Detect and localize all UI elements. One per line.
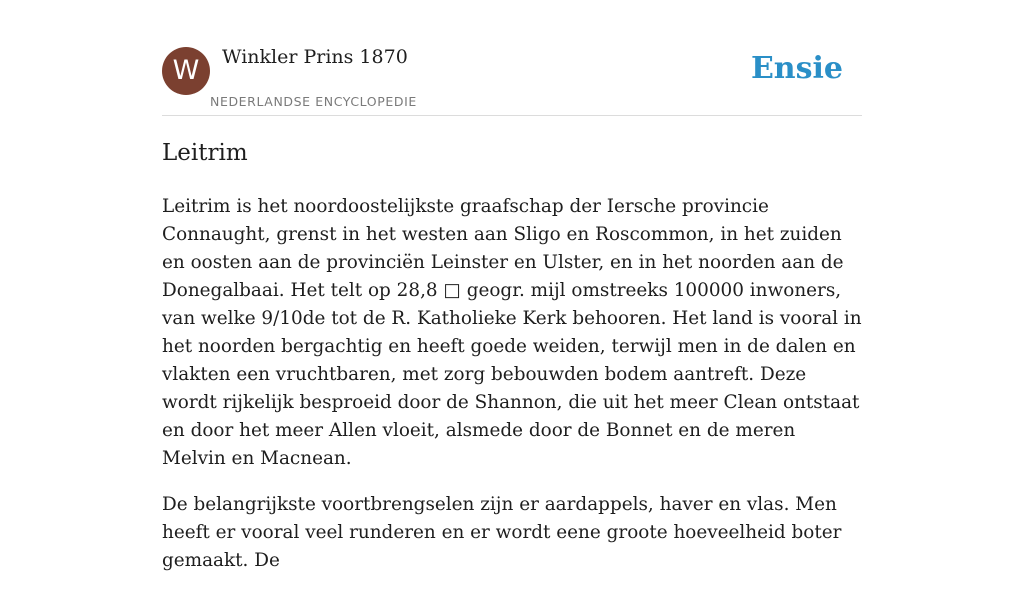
article-title: Leitrim [162,140,248,166]
page [162,0,862,571]
article-paragraph: Leitrim is het noordoostelijkste graafschap der Iersche provincie Connaught, grenst in het westen aan Sligo en Roscommon, in het zuiden en oosten aan de provinciën Leinster en Ulster, en in het noorden aan de Donegalbaai. Het telt op 28,8 □ geogr. mijl omstreeks 100000 inwoners, van welke 9/10de tot de R. Katholieke Kerk behooren. Het land is vooral in het noorden bergachtig en heeft goede weiden, terwijl men in de dalen en vlakten een vruchtbaren, met zorg bebouwden bodem aantreft. Deze wordt rijkelijk besproeid door de Shannon, die uit het meer Clean ontstaat en door het meer Allen vloeit, alsmede door de Bonnet en de meren Melvin en Macnean. [162,196,862,469]
article-body [162,193,862,593]
avatar[interactable]: W [162,47,210,95]
brand-logo[interactable]: Ensie [750,51,843,86]
source-subtitle: NEDERLANDSE ENCYCLOPEDIE [210,94,417,109]
source-title[interactable]: Winkler Prins 1870 [222,46,408,68]
header [162,0,862,116]
article-paragraph: De belangrijkste voortbrengselen zijn er aardappels, haver en vlas. Men heeft er vooral veel runderen en er wordt eene groote hoeveelheid boter gemaakt. De [162,494,842,571]
